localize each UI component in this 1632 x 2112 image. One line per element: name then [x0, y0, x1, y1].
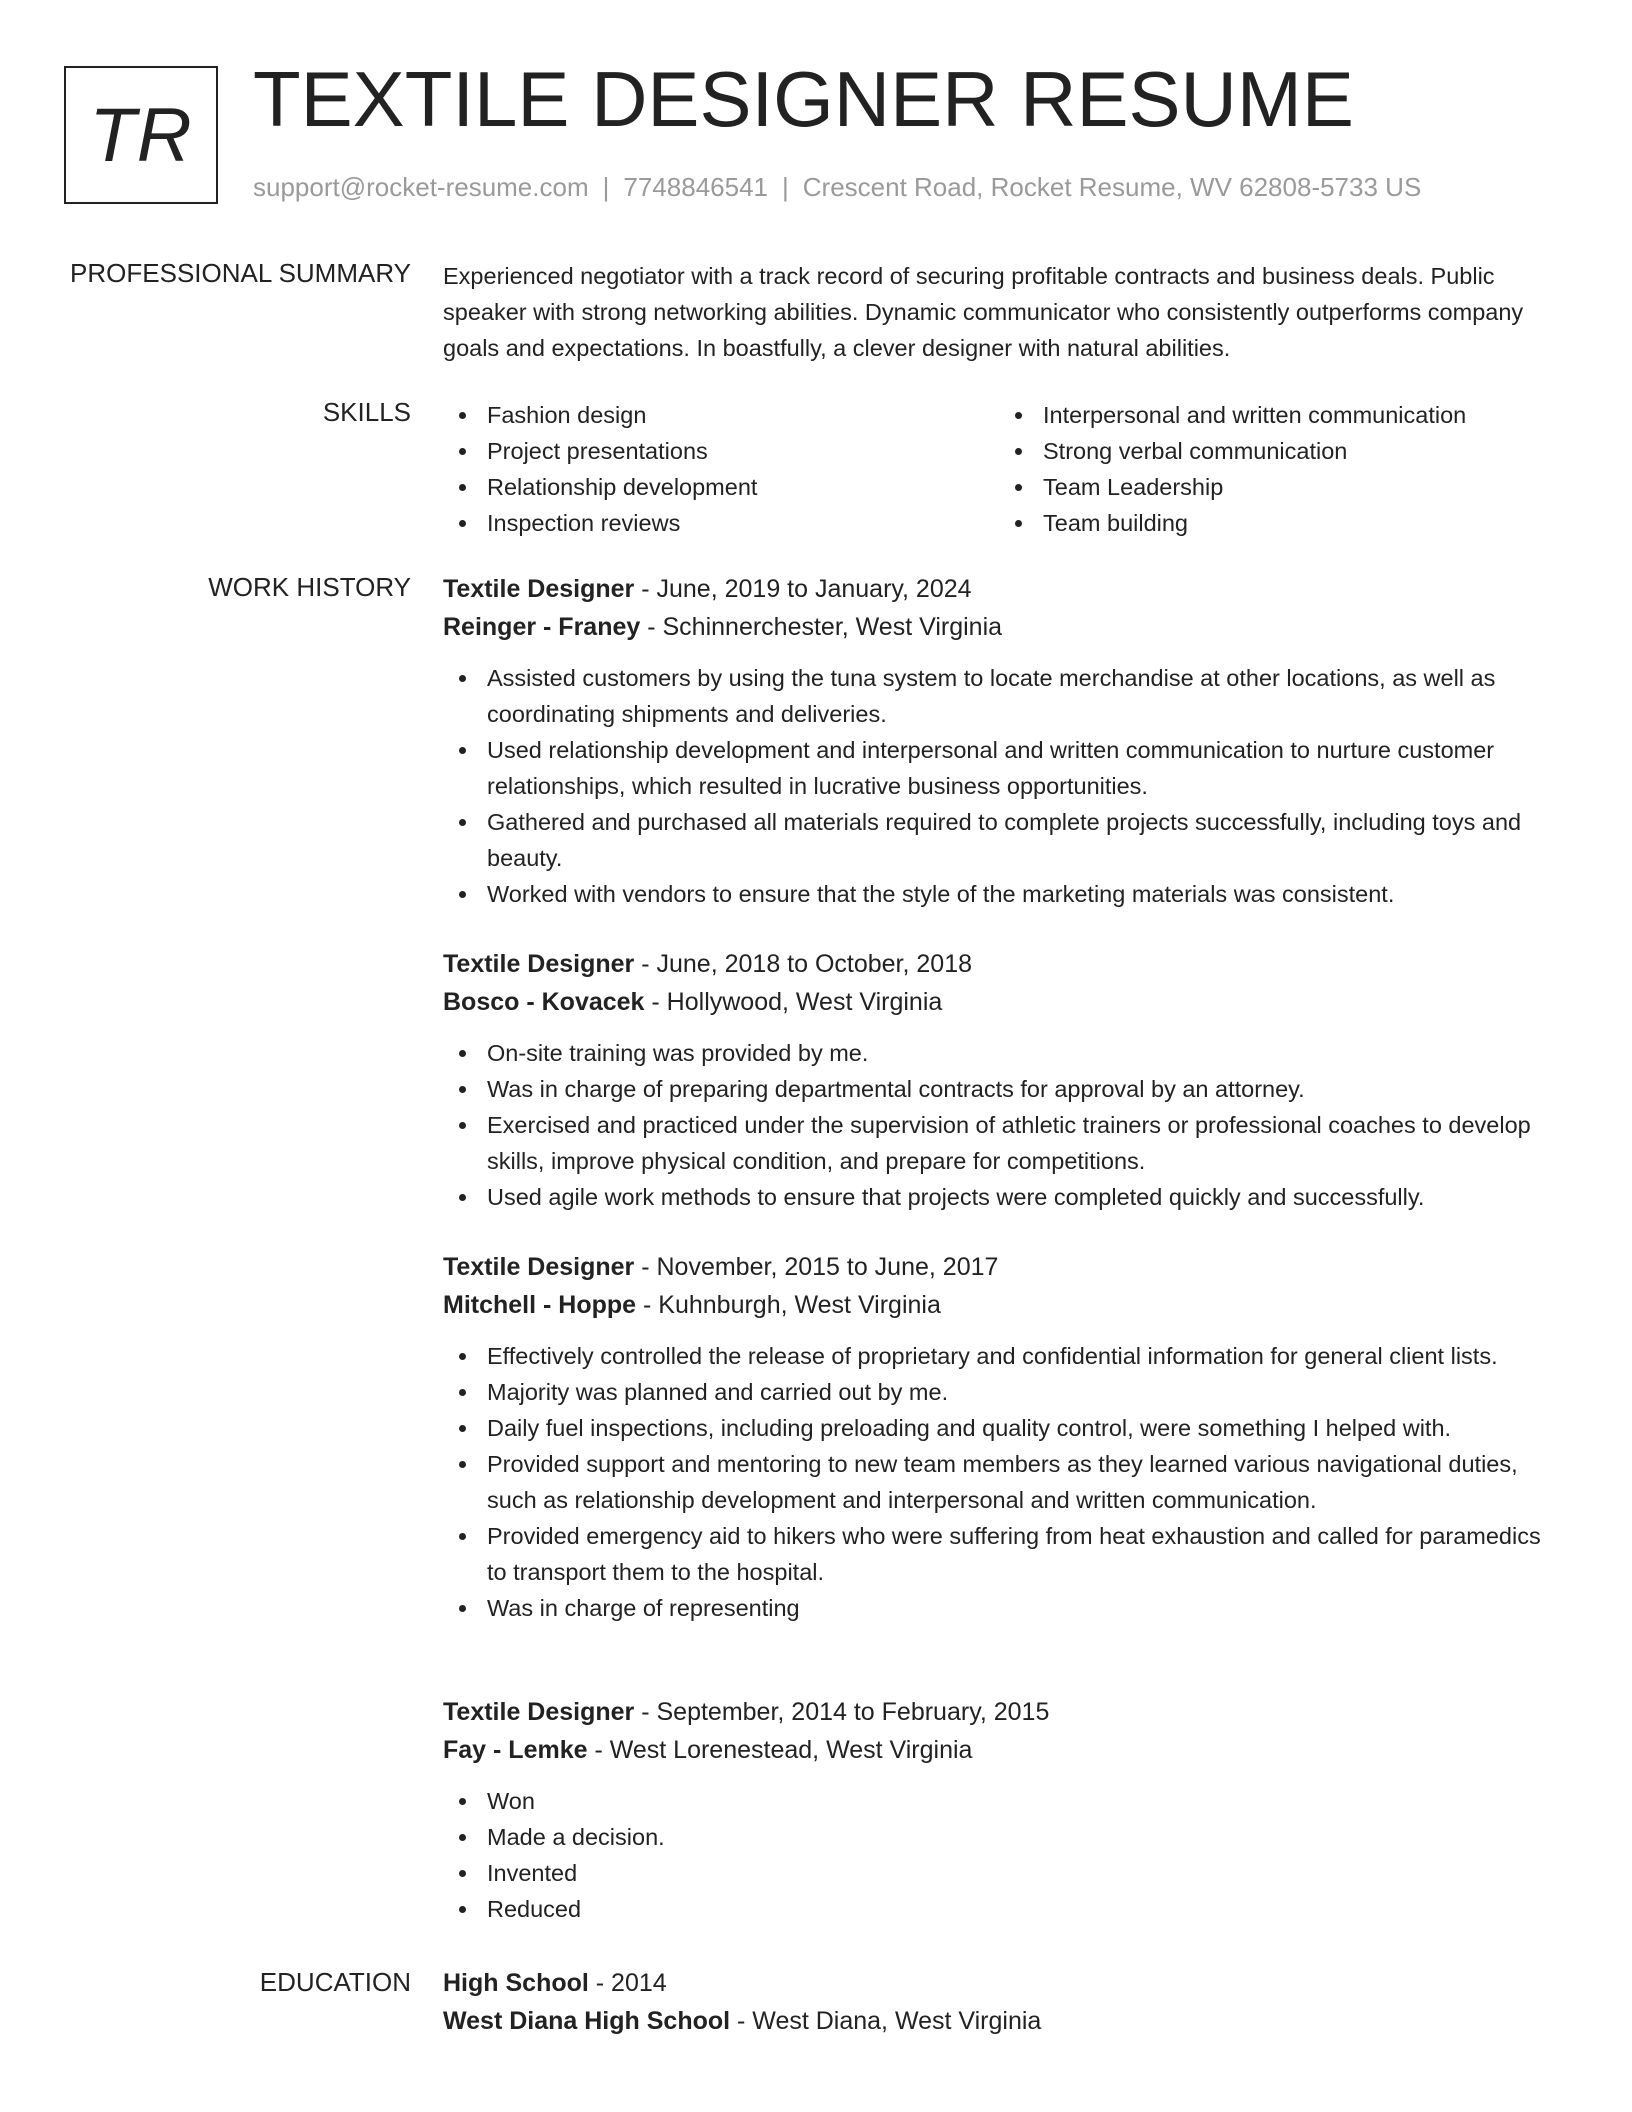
skill-item: Strong verbal communication: [1043, 433, 1555, 469]
job-bullet: Exercised and practiced under the supervision of athletic trainers or professional coaches to develop skills, improve physical condition, and prepare for competitions.: [487, 1107, 1555, 1179]
page-title: TEXTILE DESIGNER RESUME: [253, 55, 1354, 143]
skills-heading: SKILLS: [322, 397, 411, 427]
job-dates: - September, 2014 to February, 2015: [634, 1698, 1050, 1726]
job-company: Fay - Lemke: [443, 1736, 588, 1764]
job-entry: [443, 1248, 1555, 1626]
summary-text: Experienced negotiator with a track record of securing profitable contracts and business deals. Public speaker with strong networking abilities. Dynamic communicator who consistently outperforms company goals and expectations. In boastfully, a clever designer with natural abilities.: [443, 263, 1524, 361]
job-location: - Schinnerchester, West Virginia: [640, 613, 1003, 641]
job-title: Textile Designer: [443, 1698, 635, 1726]
job-bullet: On-site training was provided by me.: [487, 1035, 1555, 1071]
job-bullet: Gathered and purchased all materials required to complete projects successfully, including toys and beauty.: [487, 804, 1555, 876]
skill-item: Fashion design: [487, 397, 999, 433]
job-bullet: Was in charge of preparing departmental contracts for approval by an attorney.: [487, 1071, 1555, 1107]
job-company-line: [443, 608, 1555, 646]
job-bullet: Provided support and mentoring to new team members as they learned various navigational duties, such as relationship development and interpersonal and written communication.: [487, 1446, 1555, 1518]
education-degree-line: [443, 1964, 1555, 2002]
education-heading: EDUCATION: [259, 1967, 411, 1997]
job-location: - Hollywood, West Virginia: [644, 988, 943, 1016]
job-bullet: Majority was planned and carried out by me.: [487, 1374, 1555, 1410]
job-title-line: [443, 1248, 1555, 1286]
job-company: Bosco - Kovacek: [443, 988, 645, 1016]
job-bullets: [443, 1338, 1555, 1626]
job-bullets: [443, 1783, 1555, 1927]
job-bullet: Used relationship development and interpersonal and written communication to nurture customer relationships, which resulted in lucrative business opportunities.: [487, 732, 1555, 804]
job-title: Textile Designer: [443, 575, 635, 603]
education-body: [443, 1964, 1555, 2040]
skill-item: Project presentations: [487, 433, 999, 469]
job-title: Textile Designer: [443, 1253, 635, 1281]
job-bullet: Used agile work methods to ensure that projects were completed quickly and successfully.: [487, 1179, 1555, 1215]
job-company-line: [443, 1286, 1555, 1324]
job-bullet: Reduced: [487, 1891, 1555, 1927]
skill-item: Relationship development: [487, 469, 999, 505]
skill-item: Team Leadership: [1043, 469, 1555, 505]
education-school-line: [443, 2002, 1555, 2040]
job-title-line: [443, 570, 1555, 608]
job-entry: [443, 570, 1555, 912]
job-company: Reinger - Franey: [443, 613, 641, 641]
job-bullet: Was in charge of representing: [487, 1590, 1555, 1626]
job-company-line: [443, 983, 1555, 1021]
skills-grid: [443, 397, 1555, 541]
job-bullet: Made a decision.: [487, 1819, 1555, 1855]
contact-email: support@rocket-resume.com: [253, 172, 589, 202]
education-year: - 2014: [588, 1969, 667, 1997]
job-entry: [443, 945, 1555, 1215]
job-title-line: [443, 1693, 1555, 1731]
job-bullet: Effectively controlled the release of proprietary and confidential information for general client lists.: [487, 1338, 1555, 1374]
skill-item: Interpersonal and written communication: [1043, 397, 1555, 433]
skills-column-right: [999, 397, 1555, 541]
job-bullets: [443, 1035, 1555, 1215]
contact-address: Crescent Road, Rocket Resume, WV 62808-5733 US: [802, 172, 1422, 202]
skill-item: Inspection reviews: [487, 505, 999, 541]
job-bullet: Assisted customers by using the tuna system to locate merchandise at other locations, as well as coordinating shipments and deliveries.: [487, 660, 1555, 732]
job-dates: - June, 2018 to October, 2018: [634, 950, 973, 978]
job-company-line: [443, 1731, 1555, 1769]
job-dates: - June, 2019 to January, 2024: [634, 575, 972, 603]
job-bullets: [443, 660, 1555, 912]
job-bullet: Won: [487, 1783, 1555, 1819]
job-dates: - November, 2015 to June, 2017: [634, 1253, 999, 1281]
summary-heading: PROFESSIONAL SUMMARY: [70, 258, 411, 288]
job-title-line: [443, 945, 1555, 983]
job-bullet: Worked with vendors to ensure that the style of the marketing materials was consistent.: [487, 876, 1555, 912]
job-bullet: Provided emergency aid to hikers who were suffering from heat exhaustion and called for paramedics to transport them to the hospital.: [487, 1518, 1555, 1590]
job-bullet: Invented: [487, 1855, 1555, 1891]
monogram-badge: TR: [64, 66, 218, 204]
job-location: - West Lorenestead, West Virginia: [587, 1736, 973, 1764]
education-degree: High School: [443, 1969, 589, 1997]
job-title: Textile Designer: [443, 950, 635, 978]
contact-separator: |: [602, 172, 610, 202]
work-history-heading: WORK HISTORY: [208, 572, 411, 602]
job-bullet: Daily fuel inspections, including preloading and quality control, were something I helped with.: [487, 1410, 1555, 1446]
job-entry: [443, 1693, 1555, 1927]
skills-column-left: [443, 397, 999, 541]
job-company: Mitchell - Hoppe: [443, 1291, 637, 1319]
contact-phone: 7748846541: [623, 172, 768, 202]
contact-line: [253, 172, 1421, 203]
contact-separator: |: [782, 172, 789, 202]
education-school: West Diana High School: [443, 2007, 731, 2035]
skill-item: Team building: [1043, 505, 1555, 541]
summary-body: [443, 258, 1555, 366]
job-location: - Kuhnburgh, West Virginia: [636, 1291, 941, 1319]
education-location: - West Diana, West Virginia: [730, 2007, 1042, 2035]
